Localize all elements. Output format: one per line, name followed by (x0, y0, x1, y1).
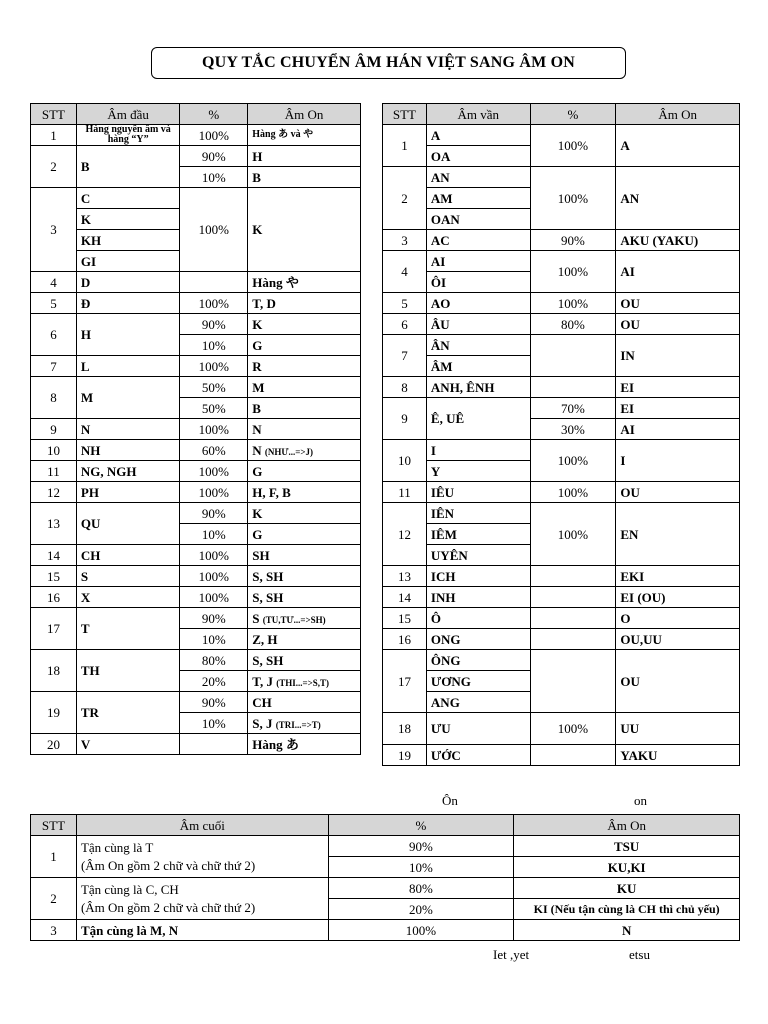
stt-cell: 11 (383, 482, 427, 503)
am-van-cell: IÊN (426, 503, 530, 524)
am-van-cell: Ê, UÊ (426, 398, 530, 440)
stt-cell: 3 (383, 230, 427, 251)
am-on-cell: TSU (514, 836, 740, 857)
am-van-cell: I (426, 440, 530, 461)
percent-cell: 90% (180, 146, 248, 167)
header-am-on: Âm On (248, 104, 361, 125)
table-row (383, 608, 740, 629)
percent-cell: 100% (328, 920, 514, 941)
percent-cell: 100% (530, 713, 616, 745)
percent-cell: 10% (180, 629, 248, 650)
header-stt: STT (31, 815, 77, 836)
am-on-cell: AN (616, 167, 740, 230)
am-van-cell: AC (426, 230, 530, 251)
am-on-cell: S, SH (248, 587, 361, 608)
percent-cell: 100% (530, 482, 616, 503)
stt-cell: 2 (31, 878, 77, 920)
table-row (383, 314, 740, 335)
am-on-cell: Hàng あ và や (248, 125, 361, 146)
am-on-cell: Hàng や (248, 272, 361, 293)
am-cuoi-cell (76, 836, 328, 878)
percent-cell: 10% (180, 524, 248, 545)
am-on-cell: YAKU (616, 745, 740, 766)
am-dau-cell: N (76, 419, 180, 440)
header-am-van: Âm vần (426, 104, 530, 125)
stt-cell: 6 (383, 314, 427, 335)
am-van-cell: ICH (426, 566, 530, 587)
am-van-cell: ANG (426, 692, 530, 713)
am-dau-cell: NH (76, 440, 180, 461)
stt-cell: 14 (383, 587, 427, 608)
percent-cell (180, 272, 248, 293)
am-cuoi-sub: (Âm On gồm 2 chữ và chữ thứ 2) (80, 857, 256, 873)
table-row (383, 566, 740, 587)
am-van-cell: ÂN (426, 335, 530, 356)
am-van-cell: Y (426, 461, 530, 482)
stt-cell: 10 (31, 440, 77, 461)
percent-cell: 90% (328, 836, 514, 857)
table-header-row (31, 815, 740, 836)
stt-cell: 13 (31, 503, 77, 545)
am-van-cell: Ô (426, 608, 530, 629)
percent-cell (530, 587, 616, 608)
percent-cell: 100% (180, 587, 248, 608)
header-am-on: Âm On (616, 104, 740, 125)
stt-cell: 8 (31, 377, 77, 419)
page-title: QUY TẮC CHUYỂN ÂM HÁN VIỆT SANG ÂM ON (151, 47, 626, 79)
header-am-cuoi: Âm cuối (76, 815, 328, 836)
table-row (383, 335, 740, 356)
am-dau-cell: NG, NGH (76, 461, 180, 482)
am-on-cell: G (248, 335, 361, 356)
am-on-cell: OU (616, 482, 740, 503)
am-on-cell: EI (616, 398, 740, 419)
am-on-cell: UU (616, 713, 740, 745)
am-van-cell: ƯƠNG (426, 671, 530, 692)
stt-cell: 12 (31, 482, 77, 503)
am-dau-cell: KH (76, 230, 180, 251)
table-row (31, 188, 361, 209)
table-row (31, 125, 361, 146)
percent-cell (530, 335, 616, 377)
am-dau-cell: C (76, 188, 180, 209)
stt-cell: 9 (31, 419, 77, 440)
am-van-cell: UYÊN (426, 545, 530, 566)
percent-cell: 100% (180, 419, 248, 440)
am-on-cell: M (248, 377, 361, 398)
percent-cell: 20% (180, 671, 248, 692)
table-row (31, 566, 361, 587)
header-percent: % (328, 815, 514, 836)
am-on-value: S, J (252, 715, 273, 731)
stt-cell: 1 (31, 836, 77, 878)
am-on-cell: O (616, 608, 740, 629)
percent-cell: 10% (180, 713, 248, 734)
am-van-cell: ƯỚC (426, 745, 530, 766)
table-row (31, 734, 361, 755)
percent-cell (180, 734, 248, 755)
stt-cell: 17 (31, 608, 77, 650)
handwritten-note: Ôn (442, 793, 458, 808)
percent-cell: 100% (530, 167, 616, 230)
am-on-cell: G (248, 524, 361, 545)
percent-cell: 100% (530, 125, 616, 167)
am-van-cell: OA (426, 146, 530, 167)
am-cuoi-label: Tận cùng là C, CH (80, 881, 179, 897)
stt-cell: 15 (383, 608, 427, 629)
stt-cell: 7 (383, 335, 427, 377)
am-on-cell: OU (616, 650, 740, 713)
table-row (31, 356, 361, 377)
percent-cell (530, 745, 616, 766)
header-am-dau: Âm đầu (76, 104, 180, 125)
am-on-cell: S, SH (248, 650, 361, 671)
table-header-row (383, 104, 740, 125)
percent-cell: 100% (530, 440, 616, 482)
percent-cell: 100% (180, 293, 248, 314)
table-row (31, 503, 361, 524)
am-on-cell: B (248, 398, 361, 419)
percent-cell: 90% (180, 692, 248, 713)
table-row (383, 713, 740, 745)
am-van-cell: INH (426, 587, 530, 608)
stt-cell: 3 (31, 188, 77, 272)
am-dau-cell: PH (76, 482, 180, 503)
am-on-cell: K (248, 314, 361, 335)
stt-cell: 1 (31, 125, 77, 146)
am-on-cell: B (248, 167, 361, 188)
table-row (383, 230, 740, 251)
stt-cell: 2 (31, 146, 77, 188)
am-van-cell: ONG (426, 629, 530, 650)
am-van-cell: ÔI (426, 272, 530, 293)
am-dau-cell: CH (76, 545, 180, 566)
stt-cell: 11 (31, 461, 77, 482)
am-on-cell (248, 671, 361, 692)
table-row (383, 482, 740, 503)
stt-cell: 1 (383, 125, 427, 167)
percent-cell (530, 629, 616, 650)
am-dau-cell: B (76, 146, 180, 188)
am-dau-cell: X (76, 587, 180, 608)
am-on-cell: IN (616, 335, 740, 377)
stt-cell: 6 (31, 314, 77, 356)
percent-cell: 50% (180, 377, 248, 398)
percent-cell (530, 566, 616, 587)
am-cuoi-sub: (Âm On gồm 2 chữ và chữ thứ 2) (80, 899, 256, 915)
am-on-cell: K (248, 188, 361, 272)
am-dau-cell: H (76, 314, 180, 356)
am-on-cell: Z, H (248, 629, 361, 650)
stt-cell: 14 (31, 545, 77, 566)
stt-cell: 2 (383, 167, 427, 230)
stt-cell: 15 (31, 566, 77, 587)
stt-cell: 19 (31, 692, 77, 734)
table-row (31, 419, 361, 440)
percent-cell: 100% (180, 125, 248, 146)
final-consonant-table (30, 814, 740, 941)
am-on-cell: K (248, 503, 361, 524)
stt-cell: 17 (383, 650, 427, 713)
stt-cell: 16 (31, 587, 77, 608)
am-dau-cell: Đ (76, 293, 180, 314)
percent-cell: 70% (530, 398, 616, 419)
am-on-cell: EKI (616, 566, 740, 587)
percent-cell: 30% (530, 419, 616, 440)
am-on-cell: EI (OU) (616, 587, 740, 608)
header-stt: STT (383, 104, 427, 125)
am-dau-cell: S (76, 566, 180, 587)
percent-cell: 80% (180, 650, 248, 671)
am-on-cell: EN (616, 503, 740, 566)
percent-cell: 80% (530, 314, 616, 335)
am-dau-cell: TH (76, 650, 180, 692)
percent-cell: 50% (180, 398, 248, 419)
percent-cell: 100% (530, 251, 616, 293)
am-on-cell: A (616, 125, 740, 167)
am-on-cell: N (248, 419, 361, 440)
table-row (31, 545, 361, 566)
am-on-note: (TRI...=>T) (275, 719, 321, 730)
percent-cell: 100% (180, 482, 248, 503)
am-on-cell: H, F, B (248, 482, 361, 503)
percent-cell (530, 650, 616, 713)
table-row (383, 503, 740, 524)
header-percent: % (180, 104, 248, 125)
stt-cell: 18 (31, 650, 77, 692)
am-van-cell: IÊU (426, 482, 530, 503)
stt-cell: 16 (383, 629, 427, 650)
am-dau-cell: QU (76, 503, 180, 545)
am-on-cell: KU,KI (514, 857, 740, 878)
stt-cell: 10 (383, 440, 427, 482)
percent-cell: 20% (328, 899, 514, 920)
am-on-cell: I (616, 440, 740, 482)
stt-cell: 5 (31, 293, 77, 314)
am-on-value: T, J (252, 673, 273, 689)
percent-cell (530, 377, 616, 398)
am-van-cell: ÂU (426, 314, 530, 335)
stt-cell: 12 (383, 503, 427, 566)
table-row (383, 398, 740, 419)
table-row (31, 587, 361, 608)
stt-cell: 19 (383, 745, 427, 766)
table-row (31, 272, 361, 293)
am-on-cell: EI (616, 377, 740, 398)
percent-cell: 100% (180, 461, 248, 482)
am-on-cell: AI (616, 251, 740, 293)
am-on-value: N (252, 442, 262, 458)
am-on-cell: AKU (YAKU) (616, 230, 740, 251)
am-dau-cell: D (76, 272, 180, 293)
table-row (31, 461, 361, 482)
table-row (31, 650, 361, 671)
stt-cell: 20 (31, 734, 77, 755)
rhyme-table (382, 103, 740, 766)
am-on-cell: Hàng あ (248, 734, 361, 755)
stt-cell: 9 (383, 398, 427, 440)
stt-cell: 4 (31, 272, 77, 293)
am-dau-cell: M (76, 377, 180, 419)
table-row (383, 167, 740, 188)
am-on-value: S (252, 610, 260, 626)
am-on-note: (THI...=>S,T) (276, 677, 329, 688)
percent-cell: 10% (180, 167, 248, 188)
am-on-cell: CH (248, 692, 361, 713)
am-on-cell: G (248, 461, 361, 482)
am-dau-cell: GI (76, 251, 180, 272)
am-on-note: (NHƯ...=>J) (264, 446, 314, 457)
table-row (31, 608, 361, 629)
am-van-cell: A (426, 125, 530, 146)
am-on-cell (248, 713, 361, 734)
table-row (31, 314, 361, 335)
percent-cell: 100% (180, 188, 248, 272)
handwritten-note: on (634, 793, 647, 808)
table-row (383, 745, 740, 766)
am-on-cell: KU (514, 878, 740, 899)
stt-cell: 8 (383, 377, 427, 398)
percent-cell: 100% (180, 566, 248, 587)
percent-cell: 10% (180, 335, 248, 356)
percent-cell: 60% (180, 440, 248, 461)
table-header-row (31, 104, 361, 125)
am-cuoi-label: Tận cùng là T (80, 839, 154, 855)
am-on-cell: R (248, 356, 361, 377)
am-cuoi-cell: Tận cùng là M, N (76, 920, 328, 941)
am-van-cell: AM (426, 188, 530, 209)
am-dau-cell: TR (76, 692, 180, 734)
am-cuoi-cell (76, 878, 328, 920)
table-row (31, 692, 361, 713)
percent-cell: 100% (180, 545, 248, 566)
percent-cell: 90% (180, 503, 248, 524)
percent-cell: 10% (328, 857, 514, 878)
am-van-cell: ƯU (426, 713, 530, 745)
am-van-cell: AO (426, 293, 530, 314)
header-percent: % (530, 104, 616, 125)
table-row (31, 440, 361, 461)
am-on-cell: S, SH (248, 566, 361, 587)
am-on-cell: H (248, 146, 361, 167)
table-row (383, 587, 740, 608)
table-row (31, 482, 361, 503)
percent-cell (530, 608, 616, 629)
percent-cell: 90% (530, 230, 616, 251)
handwritten-note: etsu (629, 947, 650, 962)
stt-cell: 3 (31, 920, 77, 941)
am-van-cell: ÂM (426, 356, 530, 377)
stt-cell: 7 (31, 356, 77, 377)
am-van-cell: OAN (426, 209, 530, 230)
am-dau-cell: V (76, 734, 180, 755)
percent-cell: 80% (328, 878, 514, 899)
am-dau-cell: L (76, 356, 180, 377)
am-on-cell: AI (616, 419, 740, 440)
table-row (31, 920, 740, 941)
table-row (31, 836, 740, 857)
table-row (383, 293, 740, 314)
header-stt: STT (31, 104, 77, 125)
am-on-cell: OU,UU (616, 629, 740, 650)
initial-consonant-table (30, 103, 361, 755)
am-on-cell: N (514, 920, 740, 941)
am-dau-cell: K (76, 209, 180, 230)
table-row (383, 650, 740, 671)
handwritten-note: Iet ,yet (493, 947, 530, 962)
table-row (31, 878, 740, 899)
am-on-note: (TU,TƯ...=>SH) (262, 614, 326, 625)
stt-cell: 5 (383, 293, 427, 314)
am-on-cell: KI (Nếu tận cùng là CH thì chủ yếu) (514, 899, 740, 920)
table-row (31, 293, 361, 314)
am-dau-cell: Hàng nguyên âm và hàng “Y” (76, 125, 180, 146)
table-row (383, 125, 740, 146)
percent-cell: 100% (180, 356, 248, 377)
percent-cell: 100% (530, 293, 616, 314)
am-van-cell: AI (426, 251, 530, 272)
am-van-cell: ANH, ÊNH (426, 377, 530, 398)
percent-cell: 90% (180, 314, 248, 335)
am-van-cell: ÔNG (426, 650, 530, 671)
am-on-cell: SH (248, 545, 361, 566)
am-van-cell: AN (426, 167, 530, 188)
am-dau-cell: T (76, 608, 180, 650)
table-row (383, 251, 740, 272)
am-van-cell: IÊM (426, 524, 530, 545)
percent-cell: 100% (530, 503, 616, 566)
header-am-on: Âm On (514, 815, 740, 836)
am-on-cell: OU (616, 293, 740, 314)
stt-cell: 13 (383, 566, 427, 587)
am-on-cell: OU (616, 314, 740, 335)
table-row (383, 629, 740, 650)
am-on-cell: T, D (248, 293, 361, 314)
table-row (31, 377, 361, 398)
table-row (383, 440, 740, 461)
stt-cell: 4 (383, 251, 427, 293)
table-row (383, 377, 740, 398)
percent-cell: 90% (180, 608, 248, 629)
am-on-cell (248, 440, 361, 461)
am-on-cell (248, 608, 361, 629)
stt-cell: 18 (383, 713, 427, 745)
table-row (31, 146, 361, 167)
